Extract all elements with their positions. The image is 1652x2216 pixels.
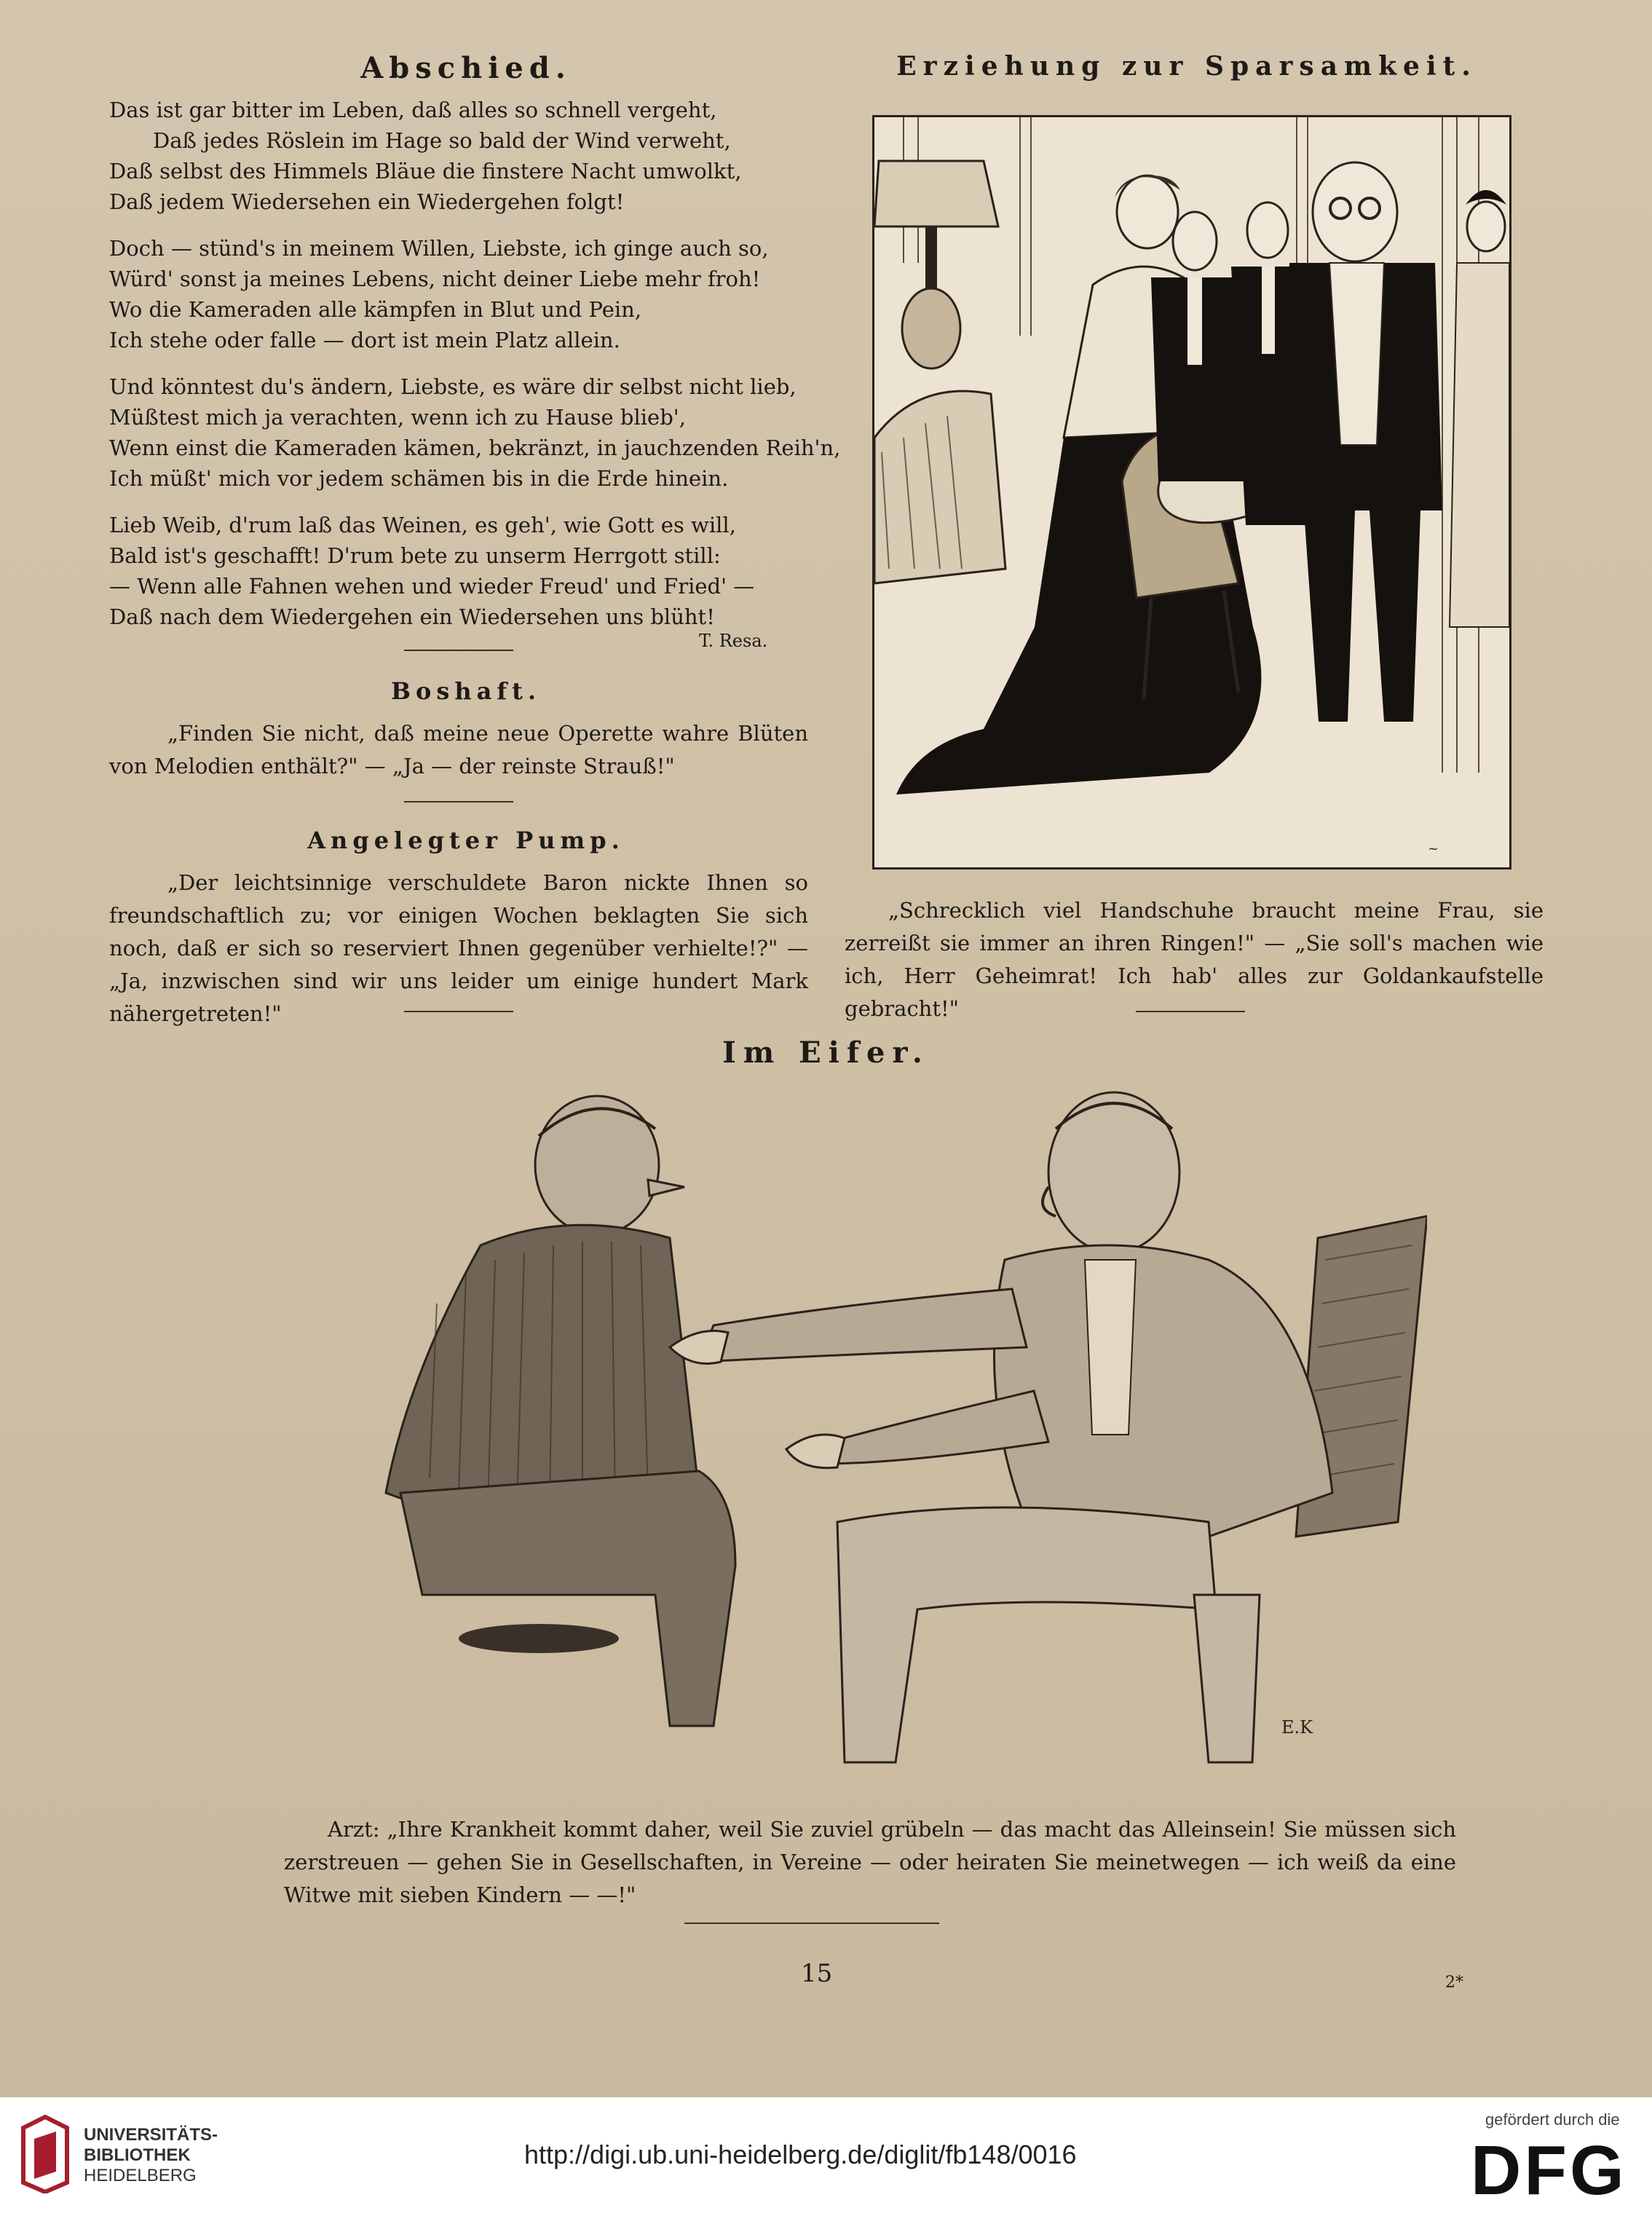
cartoon-title: Erziehung zur Sparsamkeit. [896,51,1477,82]
poem-line: Daß nach dem Wiedergehen ein Wiedersehen uns blüht! [109,604,715,629]
document-url-link[interactable]: http://digi.ub.uni-heidelberg.de/diglit/fb148/0016 [524,2140,1077,2169]
library-logo-icon [16,2113,74,2193]
poem-line: Würd' sonst ja meines Lebens, nicht deiner Liebe mehr froh! [109,267,761,291]
bottom-cartoon-title: Im Eifer. [722,1036,930,1070]
sparsamkeit-caption: „Schrecklich viel Handschuhe braucht meine Frau, sie zerreißt sie immer an ihren Ringen!" — „Sie soll's machen wie ich, Herr Geheimrat! Ich hab' alles zur Goldankaufstelle gebracht!" [845,898,1544,1021]
poem-stanza [109,510,823,632]
boshaft-title: Boshaft. [390,677,542,705]
poem-line: Wenn einst die Kameraden kämen, bekränzt, in jauchzenden Reih'n, [109,435,841,460]
poem-line: Daß jedes Röslein im Hage so bald der Wind verweht, [153,128,731,153]
poem-line: Und könntest du's ändern, Liebste, es wäre dir selbst nicht lieb, [109,374,797,399]
divider [404,650,513,651]
page-number: 15 [801,1959,833,1988]
poem-line: — Wenn alle Fahnen wehen und wieder Freud' und Fried' — [109,574,755,599]
poem-line: Wo die Kameraden alle kämpfen in Blut und Pein, [109,297,642,322]
divider [404,801,513,803]
poem-line: Ich stehe oder falle — dort ist mein Platz allein. [109,328,620,352]
divider [1136,1011,1245,1012]
poem-line: Lieb Weib, d'rum laß das Weinen, es geh', wie Gott es will, [109,513,736,537]
cartoon-signature: E.K [1281,1717,1313,1738]
funding-label: gefördert durch die [1485,2110,1620,2129]
library-name-line2: BIBLIOTHEK [84,2145,191,2165]
dfg-logo: DFG [1471,2132,1627,2209]
poem-stanza [109,95,823,217]
pump-title: Angelegter Pump. [307,827,625,854]
poem-line: Doch — stünd's in meinem Willen, Liebste, ich ginge auch so, [109,236,769,261]
poem-line: Müßtest mich ja verachten, wenn ich zu Hause blieb', [109,405,686,430]
im-eifer-caption: Arzt: „Ihre Krankheit kommt daher, weil Sie zuviel grübeln — das macht das Alleinsein! Sie müssen sich zerstreuen — gehen Sie in Gesellschaften, in Vereine — oder heiraten Sie meinetwegen — ich weiß da eine Witwe mit sieben Kindern — —!" [284,1817,1456,1907]
doctor-patient-illustration [262,1085,1427,1777]
poem-line: Das ist gar bitter im Leben, daß alles so schnell vergeht, [109,98,717,122]
poem-title: Abschied. [360,51,572,85]
digitization-footer [0,2097,1652,2216]
poem-line: Ich müßt' mich vor jedem schämen bis in die Erde hinein. [109,466,729,491]
divider [404,1011,513,1012]
pump-text: „Der leichtsinnige verschuldete Baron nickte Ihnen so freundschaftlich zu; vor einigen Wochen beklagten Sie sich noch, daß er sich so reserviert Ihnen gegenüber verhielte!?" — „Ja, inzwischen sind wir uns leider um einige hundert Mark nähergetreten!" [109,870,808,1026]
divider [684,1923,939,1924]
poem-body [109,95,841,648]
poem-author: T. Resa. [699,631,768,651]
artist-signature-mark: ~ [1428,841,1439,856]
poem-line: Daß selbst des Himmels Bläue die finstere Nacht umwolkt, [109,159,742,184]
poem-line: Daß jedem Wiedersehen ein Wiedergehen folgt! [109,189,625,214]
printer-signature-mark: 2* [1445,1973,1463,1992]
illustration-sparsamkeit [872,115,1511,870]
illustration-im-eifer [262,1085,1427,1777]
library-name-line3: HEIDELBERG [84,2166,197,2185]
salon-scene-illustration [874,117,1509,867]
poem-line: Bald ist's geschafft! D'rum bete zu unserm Herrgott still: [109,543,721,568]
library-name-line1: UNIVERSITÄTS- [84,2125,218,2145]
poem-stanza [109,371,841,494]
poem-stanza [109,233,823,355]
boshaft-text: „Finden Sie nicht, daß meine neue Operette wahre Blüten von Melodien enthält?" — „Ja — der reinste Strauß!" [109,721,808,778]
